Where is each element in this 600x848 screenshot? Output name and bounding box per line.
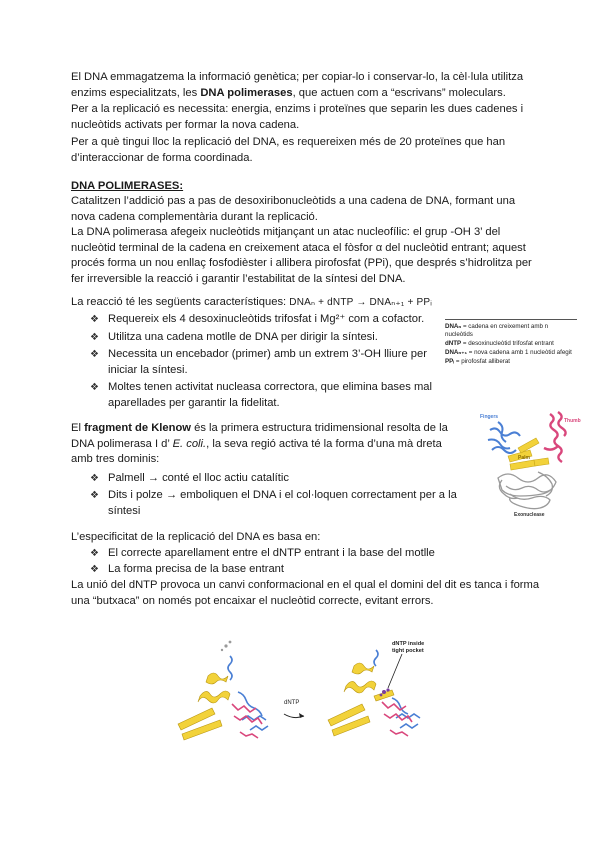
legend-row — [445, 340, 577, 348]
feature-text: Utilitza una cadena motlle de DNA per dirigir la síntesi. — [108, 331, 378, 343]
feature-item — [90, 347, 430, 378]
thumb-domain — [544, 412, 566, 462]
legend-key: DNAₙ₊₁ — [445, 349, 468, 356]
dna-polimerases-term: DNA polimerases — [200, 86, 293, 99]
diamond-bullet-icon: ❖ — [90, 382, 99, 393]
feature-text: Moltes tenen activitat nucleasa correctora, que elimina bases mal aparellades per garantir la fidelitat. — [108, 381, 432, 409]
klenow-paragraph — [71, 421, 466, 468]
legend-desc: = cadena en creixement amb n nucleòtids — [445, 323, 549, 338]
exonuclease-label: Exonuclease — [514, 512, 545, 518]
klenow-term: fragment de Klenow — [84, 422, 191, 434]
legend-desc: = nova cadena amb 1 nucleòtid afegit — [467, 349, 572, 356]
e-coli-term: E. coli. — [172, 437, 207, 450]
klenow-structure-figure — [478, 408, 586, 520]
feature-text: Necessita un encebador (primer) amb un extrem 3’-OH lliure per iniciar la síntesi. — [108, 348, 427, 376]
exonuclease-domain — [498, 472, 556, 509]
fingers-domain — [488, 422, 520, 453]
feature-item — [90, 330, 430, 346]
specificity-text: La forma precisa de la base entrant — [108, 563, 284, 575]
legend-row — [445, 349, 577, 357]
intro-paragraph-2: Per a la replicació es necessita: energia, enzims i proteïnes que separin les dues cadenes i nucleòtids activats per formar la nova cadena. — [71, 103, 524, 131]
fingers-label: Fingers — [480, 414, 499, 420]
intro-text-end: , que actuen com a “escrivans” moleculars. — [292, 86, 506, 99]
feature-item — [90, 312, 430, 328]
legend-row — [445, 323, 577, 339]
closed-structure — [328, 641, 424, 736]
features-intro: La reacció té les següents característiques: — [71, 296, 287, 308]
diamond-bullet-icon: ❖ — [90, 548, 99, 559]
palm-domain — [508, 438, 549, 470]
thumb-label: Thumb — [564, 418, 581, 424]
intro-paragraph-1 — [71, 70, 541, 101]
specificity-text: El correcte aparellament entre el dNTP entrant i la base del motlle — [108, 547, 435, 559]
section-paragraph-2: La DNA polimerasa afegeix nucleòtids mitjançant un atac nucleofílic: el grup -OH 3’ del nucleòtid terminal de la cadena en creixement ataca el fòsfor α del nucleòtid entrant; aquest procés forma un nou enllaç fosfodièster i allibera pirofosfat (PPi), que després s’hidrolitza per fer irreversible la reacció i garantir l’estabilitat de la síntesi del DNA. — [71, 226, 532, 285]
specificity-closing: La unió del dNTP provoca un canvi conformacional en el qual el domini del dit es tanca i forma una “butxaca” on només pot encaixar el nucleòtid correcte, evitant errors. — [71, 579, 540, 607]
specificity-intro: L’especificitat de la replicació del DNA es basa en: — [71, 531, 321, 543]
legend-desc: = pirofosfat alliberat — [454, 358, 511, 365]
dntp-arrow-label: dNTP — [284, 700, 300, 706]
domain-item — [90, 488, 460, 519]
reaction-equation: DNAₙ + dNTP → DNAₙ₊₁ + PPᵢ — [289, 297, 432, 308]
open-structure — [178, 641, 268, 740]
domain-text: Dits i polze → emboliquen el DNA i el col·loquen correctament per a la síntesi — [108, 489, 457, 517]
intro-paragraph-3: Per a què tingui lloc la replicació del DNA, es requereixen més de 20 proteïnes que han d’interaccionar de forma coordinada. — [71, 136, 506, 164]
features-intro-line — [71, 295, 451, 311]
klenow-text-mid: és la primera estructura tridimensional resolta de la DNA polimerasa I d’ — [71, 422, 448, 450]
legend-key: dNTP — [445, 340, 462, 347]
intro-text: El DNA emmagatzema la informació genètica; per copiar-lo i conservar-lo, la cèl·lula utilitza enzims especialitzats, les — [71, 71, 524, 99]
domain-text: Palmell → conté el lloc actiu catalític — [108, 472, 289, 484]
specificity-item — [90, 546, 510, 562]
domain-item — [90, 471, 470, 487]
palm-label: Palm — [518, 455, 530, 461]
conformational-change-figure — [170, 636, 440, 746]
klenow-text-end: , la seva regió activa té la forma d’una mà dreta amb tres dominis: — [71, 437, 442, 466]
diamond-bullet-icon: ❖ — [90, 490, 99, 501]
feature-item — [90, 380, 460, 411]
legend-row — [445, 358, 577, 366]
pocket-label-line2: tight pocket — [392, 648, 424, 654]
diamond-bullet-icon: ❖ — [90, 564, 99, 575]
section-heading: DNA POLIMERASES: — [71, 180, 184, 192]
reaction-legend — [445, 319, 577, 367]
diamond-bullet-icon: ❖ — [90, 332, 99, 343]
pocket-label-line1: dNTP inside — [392, 641, 425, 647]
klenow-text: El — [71, 422, 85, 434]
feature-text: Requereix els 4 desoxinucleòtids trifosfat i Mg²⁺ com a cofactor. — [108, 313, 425, 325]
diamond-bullet-icon: ❖ — [90, 314, 99, 325]
legend-key: DNAₙ — [445, 323, 462, 330]
legend-key: PPᵢ — [445, 358, 455, 365]
diamond-bullet-icon: ❖ — [90, 349, 99, 360]
specificity-item — [90, 562, 510, 578]
diamond-bullet-icon: ❖ — [90, 473, 99, 484]
section-paragraph-1: Catalitzen l’addició pas a pas de desoxiribonucleòtids a una cadena de DNA, formant una nova cadena complementària durant la replicació. — [71, 195, 516, 223]
conformation-arrow — [284, 700, 304, 718]
legend-desc: = desoxinucleòtid trifosfat entrant — [461, 340, 554, 347]
